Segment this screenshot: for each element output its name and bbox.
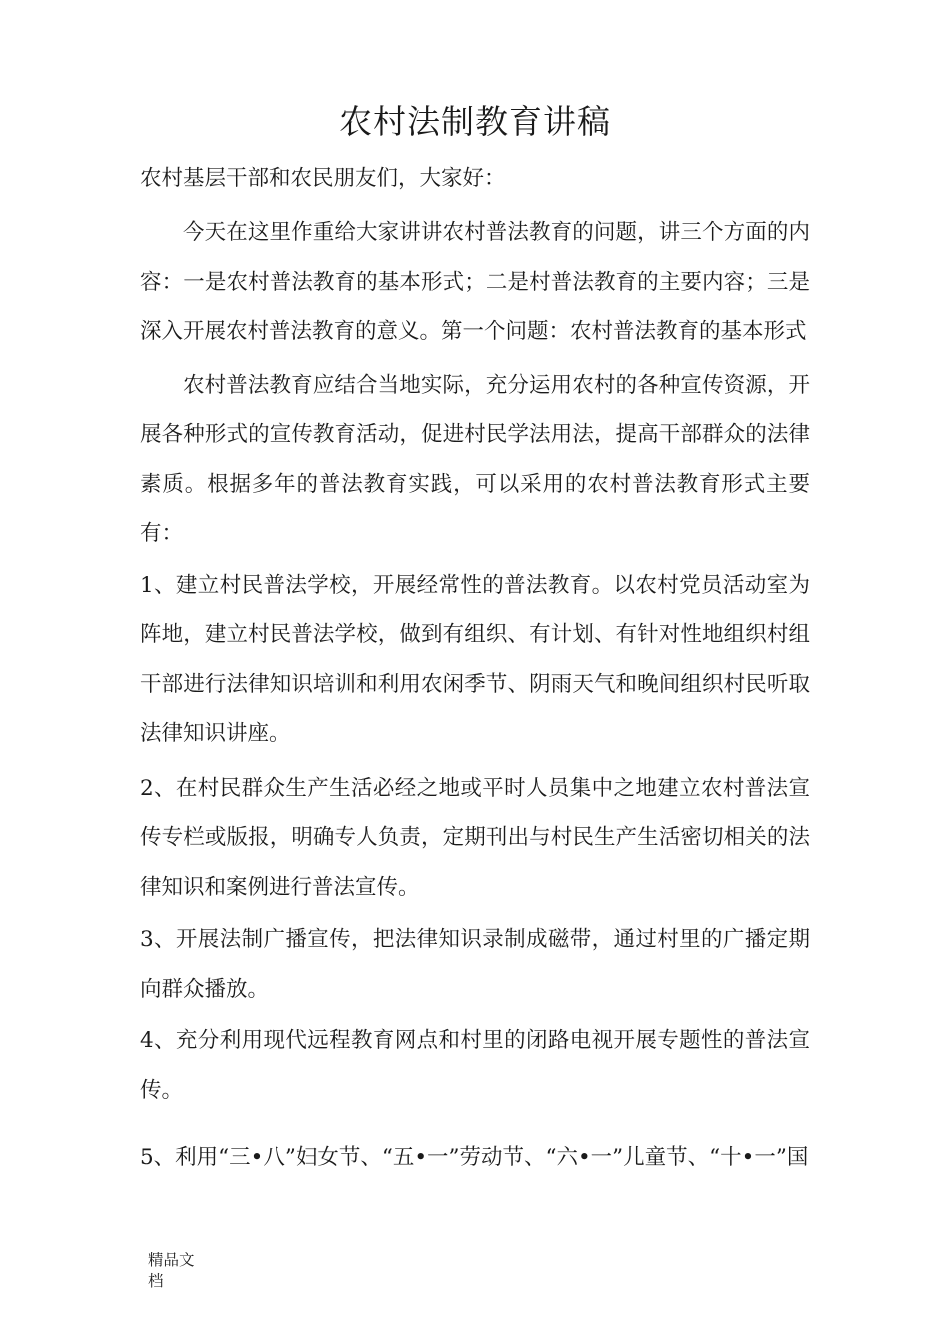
- list-item-4: 4、充分利用现代远程教育网点和村里的闭路电视开展专题性的普法宣传。: [140, 1028, 810, 1103]
- list-item-5: 5、利用“三•八”妇女节、“五•一”劳动节、“六•一”儿童节、“十•一”国: [140, 1145, 809, 1170]
- footer-watermark-line-2: 档: [148, 1272, 164, 1290]
- list-item-1: 1、建立村民普法学校，开展经常性的普法教育。以农村党员活动室为阵地，建立村民普法学校，做到有组织、有计划、有针对性地组织村组干部进行法律知识培训和利用农闲季节、阴雨天气和晚间组织村民听取法律知识讲座。: [140, 572, 810, 746]
- document-body: [140, 157, 810, 1183]
- intro-paragraph: 今天在这里作重给大家讲讲农村普法教育的问题，讲三个方面的内容：一是农村普法教育的基本形式；二是村普法教育的主要内容；三是深入开展农村普法教育的意义。第一个问题：农村普法教育的基本形式: [140, 220, 810, 344]
- footer-watermark-line-1: 精品文: [148, 1251, 195, 1269]
- document-title: 农村法制教育讲稿: [339, 102, 611, 141]
- salutation-line: 农村基层干部和农民朋友们，大家好：: [140, 166, 506, 191]
- forms-overview-paragraph: 农村普法教育应结合当地实际，充分运用农村的各种宣传资源，开展各种形式的宣传教育活动，促进村民学法用法，提高干部群众的法律素质。根据多年的普法教育实践，可以采用的农村普法教育形式主要有：: [140, 372, 810, 546]
- footer-watermark: [148, 1250, 208, 1292]
- list-item-2: 2、在村民群众生产生活必经之地或平时人员集中之地建立农村普法宣传专栏或版报，明确专人负责，定期刊出与村民生产生活密切相关的法律知识和案例进行普法宣传。: [140, 775, 810, 900]
- list-item-3: 3、开展法制广播宣传，把法律知识录制成磁带，通过村里的广播定期向群众播放。: [140, 927, 810, 1002]
